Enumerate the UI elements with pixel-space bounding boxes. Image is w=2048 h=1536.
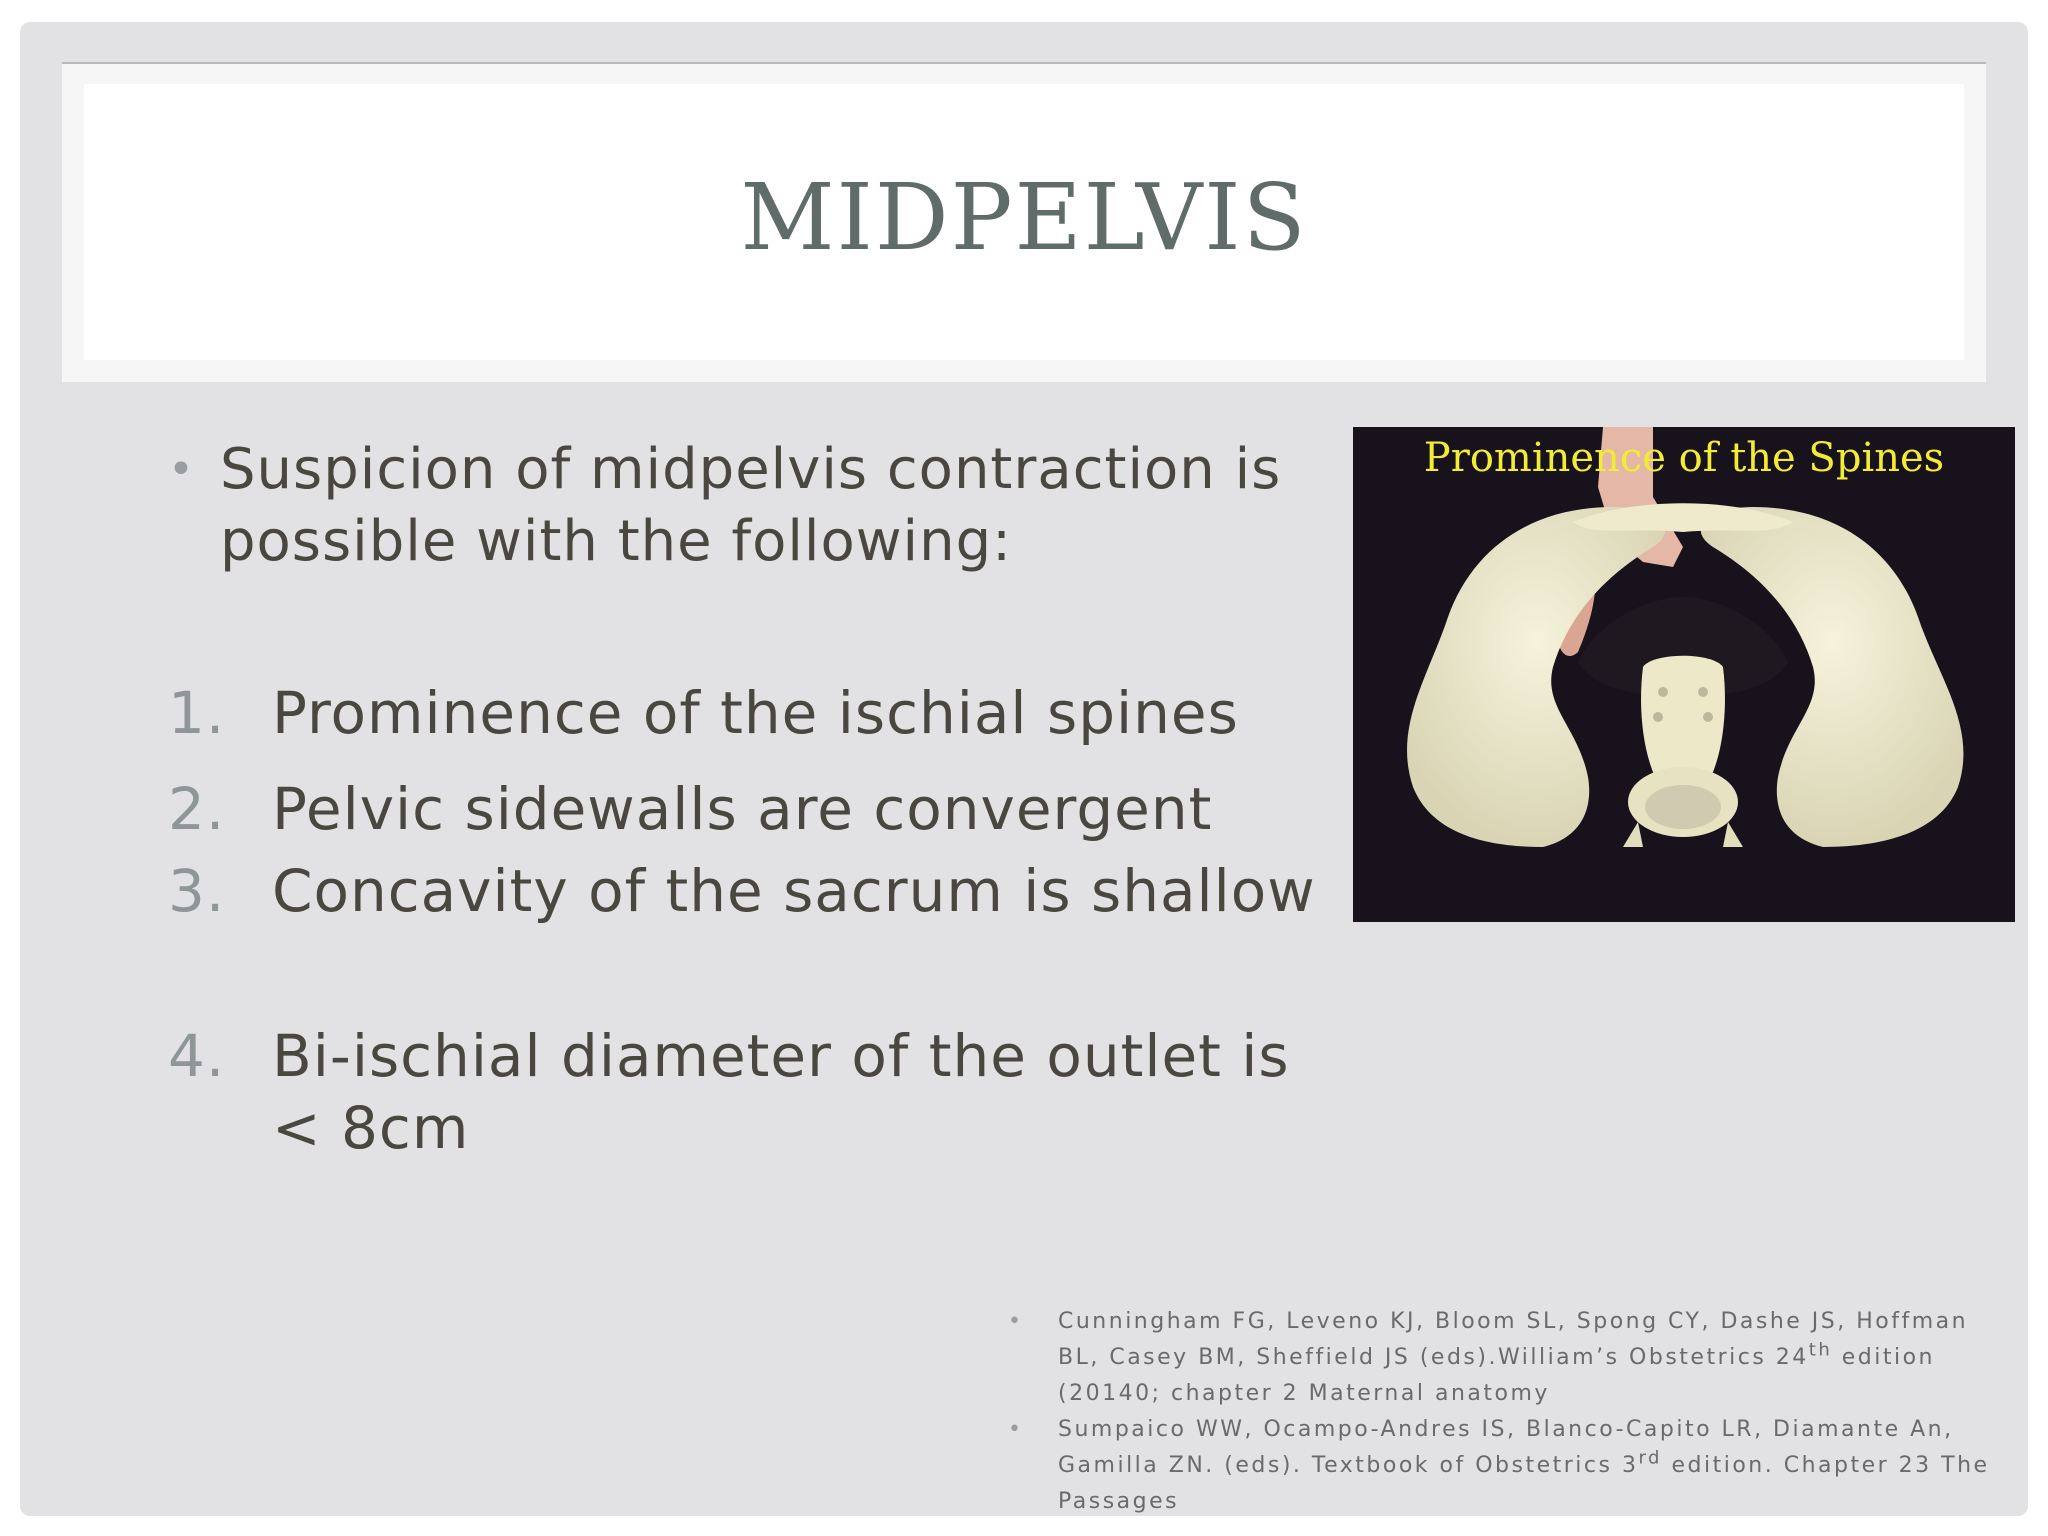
pelvis-photo [1353,427,2015,922]
list-number: 1. [168,679,226,747]
list-text: Pelvic sidewalls are convergent [272,775,1213,843]
title-box [84,84,1964,360]
reference-text-end: edition (20140; chapter 2 Maternal anatomy [1058,1345,1935,1406]
reference-superscript: rd [1638,1447,1662,1469]
reference-text [1058,1412,2008,1516]
list-text: Concavity of the sacrum is shallow [272,857,1316,925]
list-number: 4. [168,1022,226,1090]
list-item [168,677,1348,749]
list-item [168,1020,1348,1164]
reference-text-main: Cunningham FG, Leveno KJ, Bloom SL, Spong CY, Dashe JS, Hoffman BL, Casey BM, Sheffield JS (eds).William’s Obstetrics 24 [1058,1309,1969,1370]
slide-title: MIDPELVIS [740,163,1308,271]
reference-item [1008,1304,2008,1412]
title-band [62,62,1986,382]
list-text: Bi-ischial diameter of the outlet is < 8cm [272,1022,1290,1162]
list-item [168,855,1348,927]
bullet-dot-icon: • [1008,1417,1024,1442]
reference-text-end: edition. Chapter 23 The Passages [1058,1453,1990,1514]
list-text: Prominence of the ischial spines [272,679,1239,747]
pelvis-illustration [1353,427,2015,922]
intro-bullet [168,434,1308,578]
intro-text: Suspicion of midpelvis contraction is possible with the following: [220,437,1282,574]
list-number: 2. [168,775,226,843]
bullet-dot-icon: • [1008,1309,1024,1334]
reference-item [1008,1412,2008,1516]
list-number: 3. [168,857,226,925]
bullet-dot-icon: • [168,444,195,495]
image-caption: Prominence of the Spines [1423,435,1945,481]
slide [20,22,2028,1516]
reference-text [1058,1304,2008,1412]
list-item [168,773,1348,845]
references [1008,1304,2008,1516]
reference-superscript: th [1808,1339,1833,1361]
reference-text-main: Sumpaico WW, Ocampo-Andres IS, Blanco-Capito LR, Diamante An, Gamilla ZN. (eds). Textbook of Obstetrics 3 [1058,1417,1954,1478]
